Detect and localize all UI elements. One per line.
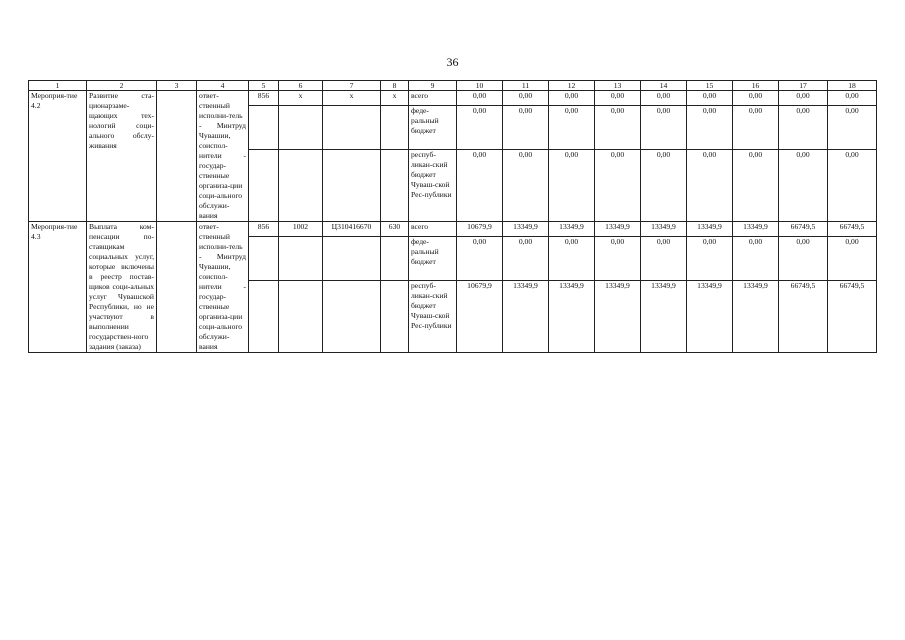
header-cell: 10	[457, 81, 503, 91]
csr-cell	[323, 106, 381, 150]
rzpr-cell: x	[279, 91, 323, 106]
rzpr-cell	[279, 150, 323, 222]
column-number-row	[29, 81, 877, 91]
measure-executor: ответ-ственный исполни-тель - Минтруд Чувашии, соиспол-нители - государ-ственные организа-ции соци-ального обслужи-вания	[197, 91, 249, 222]
csr-cell	[323, 281, 381, 353]
grbs-cell	[249, 106, 279, 150]
budget-table	[28, 80, 877, 353]
value-cell: 13349,9	[503, 281, 549, 353]
value-cell: 13349,9	[687, 281, 733, 353]
value-cell: 0,00	[733, 237, 779, 281]
value-cell: 13349,9	[503, 222, 549, 237]
value-cell: 0,00	[779, 91, 828, 106]
value-cell: 0,00	[595, 106, 641, 150]
value-cell: 0,00	[779, 150, 828, 222]
value-cell: 0,00	[828, 237, 877, 281]
value-cell: 0,00	[687, 150, 733, 222]
value-cell: 0,00	[733, 106, 779, 150]
header-cell: 18	[828, 81, 877, 91]
value-cell: 10679,9	[457, 281, 503, 353]
header-cell: 15	[687, 81, 733, 91]
header-cell: 12	[549, 81, 595, 91]
source-name: всего	[409, 222, 457, 237]
value-cell: 66749,5	[828, 281, 877, 353]
rzpr-cell: 1002	[279, 222, 323, 237]
grbs-cell	[249, 281, 279, 353]
value-cell: 0,00	[549, 150, 595, 222]
header-cell: 14	[641, 81, 687, 91]
csr-cell	[323, 237, 381, 281]
header-cell: 8	[381, 81, 409, 91]
value-cell: 0,00	[503, 106, 549, 150]
grbs-cell	[249, 150, 279, 222]
vr-cell	[381, 106, 409, 150]
measure-col3	[157, 222, 197, 353]
source-name: респуб-ликан-ский бюджет Чуваш-ской Рес-публики	[409, 281, 457, 353]
value-cell: 0,00	[595, 91, 641, 106]
value-cell: 0,00	[457, 150, 503, 222]
value-cell: 0,00	[595, 237, 641, 281]
value-cell: 0,00	[828, 150, 877, 222]
csr-cell: x	[323, 91, 381, 106]
value-cell: 66749,5	[779, 222, 828, 237]
value-cell: 13349,9	[549, 222, 595, 237]
header-cell: 16	[733, 81, 779, 91]
csr-cell	[323, 150, 381, 222]
source-name: респуб-ликан-ский бюджет Чуваш-ской Рес-публики	[409, 150, 457, 222]
value-cell: 13349,9	[595, 222, 641, 237]
vr-cell: 630	[381, 222, 409, 237]
value-cell: 0,00	[549, 106, 595, 150]
measure-executor: ответ-ственный исполни-тель - Минтруд Чувашии, соиспол-нители - государ-ственные организа-ции соци-ального обслужи-вания	[197, 222, 249, 353]
value-cell: 0,00	[595, 150, 641, 222]
header-cell: 13	[595, 81, 641, 91]
measure-code: Мероприя-тие 4.3	[29, 222, 87, 353]
header-cell: 6	[279, 81, 323, 91]
header-cell: 7	[323, 81, 381, 91]
header-cell: 2	[87, 81, 157, 91]
header-cell: 4	[197, 81, 249, 91]
page-number: 36	[446, 55, 459, 69]
header-cell: 5	[249, 81, 279, 91]
source-name: всего	[409, 91, 457, 106]
value-cell: 0,00	[457, 91, 503, 106]
value-cell: 13349,9	[687, 222, 733, 237]
vr-cell	[381, 281, 409, 353]
grbs-cell	[249, 237, 279, 281]
vr-cell: x	[381, 91, 409, 106]
value-cell: 0,00	[828, 106, 877, 150]
value-cell: 0,00	[457, 106, 503, 150]
measure-name: Выплата ком-пенсации по-ставщикам социальных услуг, которые включены в реестр постав-щиков соци-альных услуг Чувашской Республики, но не участвуют в выполнении государствен-ного задания (заказа)	[87, 222, 157, 353]
measure-name: Развитие ста-ционарзаме-щающих тех-нологий соци-ального обслу-живания	[87, 91, 157, 222]
measure-code: Мероприя-тие 4.2	[29, 91, 87, 222]
value-cell: 10679,9	[457, 222, 503, 237]
header-cell: 9	[409, 81, 457, 91]
grbs-cell: 856	[249, 91, 279, 106]
value-cell: 0,00	[828, 91, 877, 106]
header-cell: 3	[157, 81, 197, 91]
source-name: феде-ральный бюджет	[409, 106, 457, 150]
header-cell: 11	[503, 81, 549, 91]
value-cell: 0,00	[779, 106, 828, 150]
header-cell: 1	[29, 81, 87, 91]
value-cell: 0,00	[733, 150, 779, 222]
value-cell: 13349,9	[641, 222, 687, 237]
rzpr-cell	[279, 106, 323, 150]
value-cell: 0,00	[457, 237, 503, 281]
value-cell: 0,00	[641, 150, 687, 222]
value-cell: 0,00	[687, 237, 733, 281]
rzpr-cell	[279, 281, 323, 353]
value-cell: 0,00	[687, 106, 733, 150]
value-cell: 0,00	[549, 91, 595, 106]
value-cell: 13349,9	[733, 281, 779, 353]
value-cell: 13349,9	[733, 222, 779, 237]
value-cell: 0,00	[641, 237, 687, 281]
value-cell: 13349,9	[595, 281, 641, 353]
value-cell: 66749,5	[828, 222, 877, 237]
value-cell: 0,00	[687, 91, 733, 106]
header-cell: 17	[779, 81, 828, 91]
value-cell: 13349,9	[549, 281, 595, 353]
value-cell: 0,00	[549, 237, 595, 281]
value-cell: 0,00	[503, 237, 549, 281]
value-cell: 0,00	[733, 91, 779, 106]
csr-cell: Ц310416670	[323, 222, 381, 237]
rzpr-cell	[279, 237, 323, 281]
value-cell: 0,00	[503, 91, 549, 106]
grbs-cell: 856	[249, 222, 279, 237]
value-cell: 0,00	[641, 106, 687, 150]
value-cell: 66749,5	[779, 281, 828, 353]
vr-cell	[381, 150, 409, 222]
value-cell: 13349,9	[641, 281, 687, 353]
value-cell: 0,00	[641, 91, 687, 106]
value-cell: 0,00	[503, 150, 549, 222]
measure-4-3-row-total	[29, 222, 877, 237]
source-name: феде-ральный бюджет	[409, 237, 457, 281]
vr-cell	[381, 237, 409, 281]
measure-4-2-row-total	[29, 91, 877, 106]
measure-col3	[157, 91, 197, 222]
value-cell: 0,00	[779, 237, 828, 281]
